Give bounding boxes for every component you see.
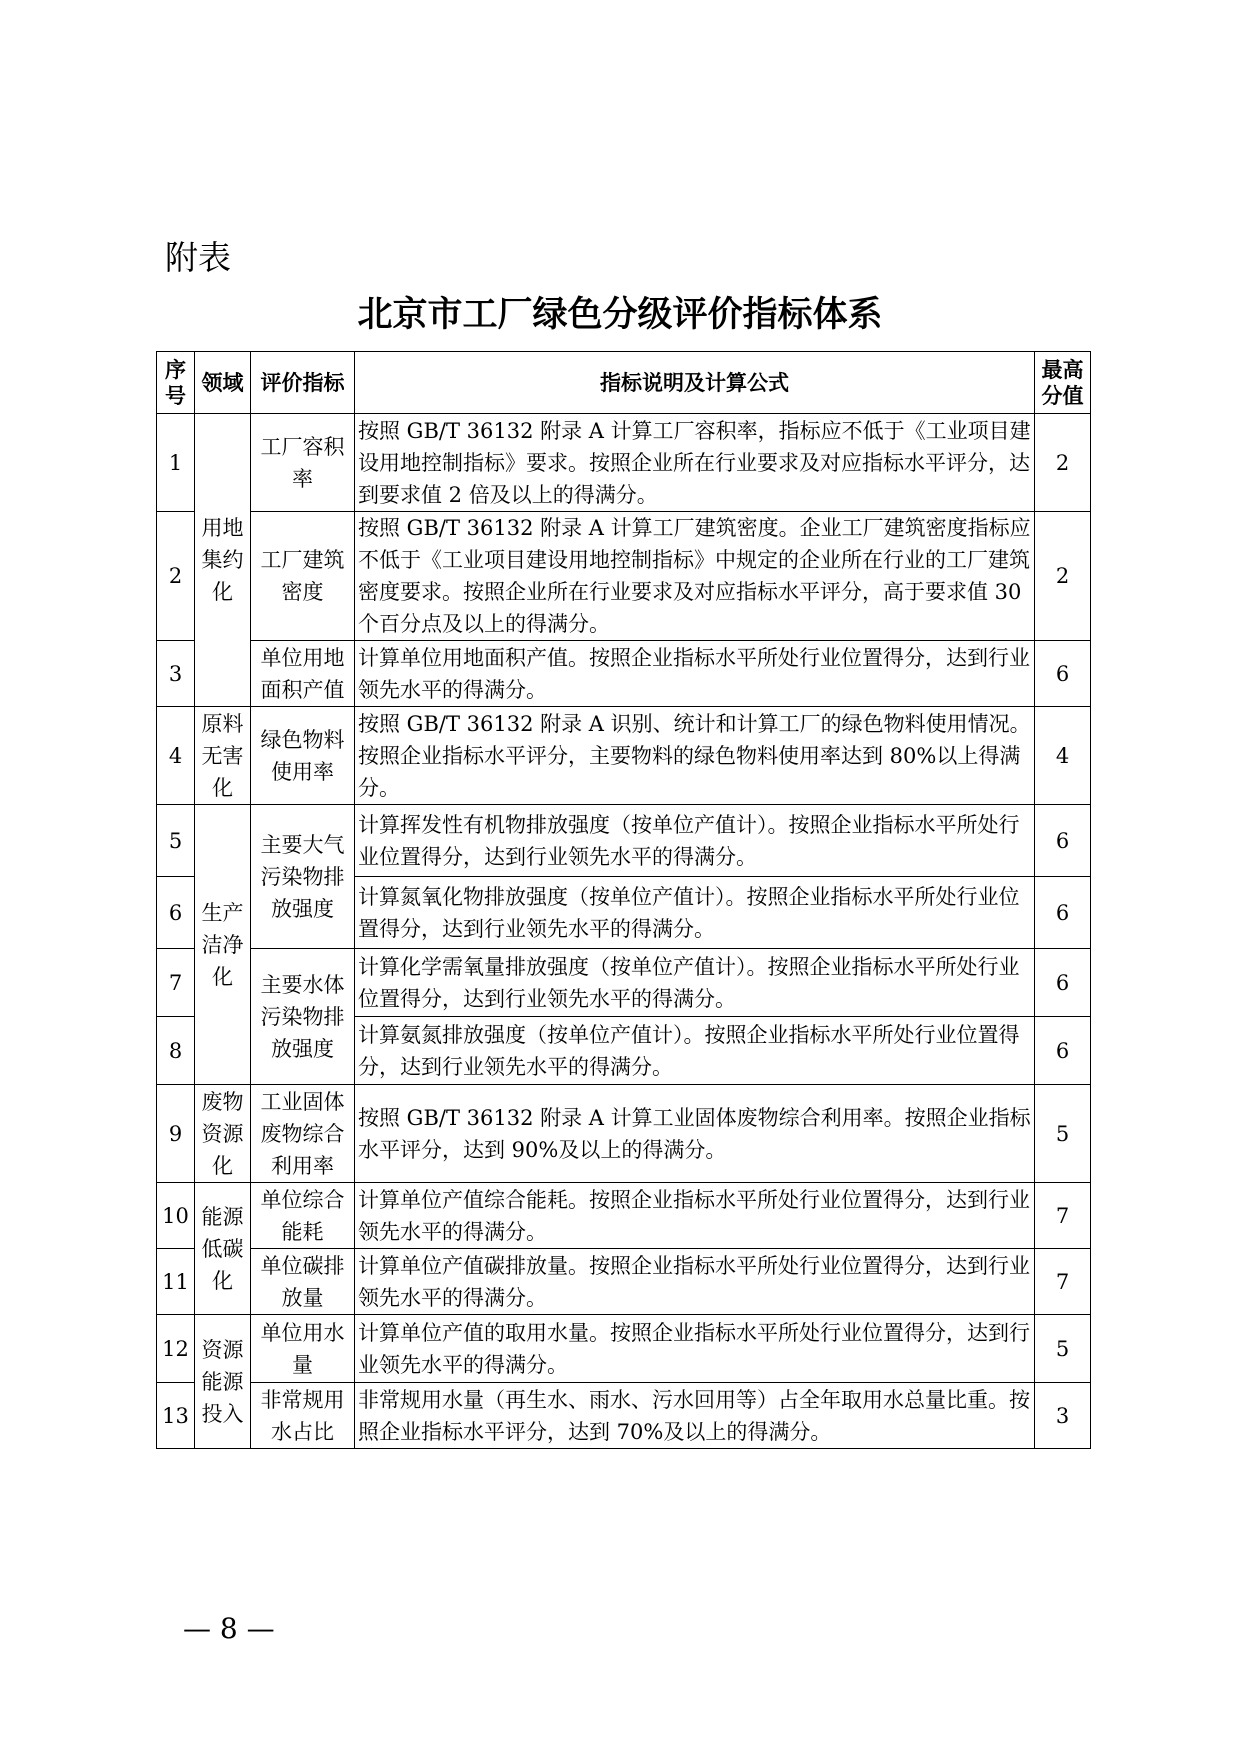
description-cell: 计算单位产值综合能耗。按照企业指标水平所处行业位置得分，达到行业领先水平的得满分。 <box>355 1183 1035 1249</box>
domain-cell: 生产洁净化 <box>195 805 251 1085</box>
row-seq: 4 <box>157 707 195 805</box>
description-cell: 计算单位产值碳排放量。按照企业指标水平所处行业位置得分，达到行业领先水平的得满分。 <box>355 1249 1035 1315</box>
indicator-cell: 工业固体废物综合利用率 <box>251 1085 355 1183</box>
row-seq: 12 <box>157 1315 195 1383</box>
col-header-domain: 领域 <box>195 352 251 414</box>
domain-cell: 原料无害化 <box>195 707 251 805</box>
row-seq: 7 <box>157 949 195 1017</box>
table-row <box>157 1183 1091 1249</box>
score-cell: 2 <box>1035 414 1091 512</box>
row-seq: 10 <box>157 1183 195 1249</box>
description-cell: 按照 GB/T 36132 附录 A 计算工业固体废物综合利用率。按照企业指标水平评分，达到 90%及以上的得满分。 <box>355 1085 1035 1183</box>
indicator-cell: 单位综合能耗 <box>251 1183 355 1249</box>
row-seq: 8 <box>157 1017 195 1085</box>
col-header-seq: 序号 <box>157 352 195 414</box>
row-seq: 3 <box>157 641 195 707</box>
score-cell: 5 <box>1035 1315 1091 1383</box>
row-seq: 13 <box>157 1383 195 1449</box>
indicator-table <box>156 351 1091 1449</box>
description-cell: 计算氨氮排放强度（按单位产值计）。按照企业指标水平所处行业位置得分，达到行业领先水平的得满分。 <box>355 1017 1035 1085</box>
table-row <box>157 414 1091 512</box>
row-seq: 6 <box>157 877 195 949</box>
table-row <box>157 805 1091 877</box>
table-row <box>157 949 1091 1017</box>
indicator-cell: 单位碳排放量 <box>251 1249 355 1315</box>
table-header-row <box>157 352 1091 414</box>
table-row <box>157 1315 1091 1383</box>
row-seq: 1 <box>157 414 195 512</box>
score-cell: 7 <box>1035 1183 1091 1249</box>
description-cell: 按照 GB/T 36132 附录 A 识别、统计和计算工厂的绿色物料使用情况。按照企业指标水平评分，主要物料的绿色物料使用率达到 80%以上得满分。 <box>355 707 1035 805</box>
indicator-cell: 非常规用水占比 <box>251 1383 355 1449</box>
indicator-cell: 单位用地面积产值 <box>251 641 355 707</box>
indicator-cell: 单位用水量 <box>251 1315 355 1383</box>
col-header-indicator: 评价指标 <box>251 352 355 414</box>
col-header-max-score: 最高分值 <box>1035 352 1091 414</box>
indicator-cell: 主要水体污染物排放强度 <box>251 949 355 1085</box>
domain-cell: 资源能源投入 <box>195 1315 251 1449</box>
row-seq: 2 <box>157 512 195 641</box>
table-row <box>157 707 1091 805</box>
indicator-cell: 主要大气污染物排放强度 <box>251 805 355 949</box>
description-cell: 按照 GB/T 36132 附录 A 计算工厂容积率，指标应不低于《工业项目建设用地控制指标》要求。按照企业所在行业要求及对应指标水平评分，达到要求值 2 倍及以上的得满分。 <box>355 414 1035 512</box>
appendix-label: 附表 <box>165 238 231 277</box>
description-cell: 非常规用水量（再生水、雨水、污水回用等）占全年取用水总量比重。按照企业指标水平评分，达到 70%及以上的得满分。 <box>355 1383 1035 1449</box>
description-cell: 计算挥发性有机物排放强度（按单位产值计）。按照企业指标水平所处行业位置得分，达到行业领先水平的得满分。 <box>355 805 1035 877</box>
score-cell: 6 <box>1035 641 1091 707</box>
score-cell: 4 <box>1035 707 1091 805</box>
indicator-cell: 工厂容积率 <box>251 414 355 512</box>
domain-cell: 废物资源化 <box>195 1085 251 1183</box>
score-cell: 6 <box>1035 805 1091 877</box>
row-seq: 11 <box>157 1249 195 1315</box>
indicator-cell: 工厂建筑密度 <box>251 512 355 641</box>
row-seq: 5 <box>157 805 195 877</box>
description-cell: 计算氮氧化物排放强度（按单位产值计）。按照企业指标水平所处行业位置得分，达到行业领先水平的得满分。 <box>355 877 1035 949</box>
page-number: — 8 — <box>183 1612 275 1645</box>
score-cell: 5 <box>1035 1085 1091 1183</box>
score-cell: 3 <box>1035 1383 1091 1449</box>
table-row <box>157 1085 1091 1183</box>
page-title: 北京市工厂绿色分级评价指标体系 <box>357 295 883 335</box>
score-cell: 6 <box>1035 949 1091 1017</box>
row-seq: 9 <box>157 1085 195 1183</box>
domain-cell: 用地集约化 <box>195 414 251 707</box>
table-row <box>157 512 1091 641</box>
indicator-cell: 绿色物料使用率 <box>251 707 355 805</box>
description-cell: 按照 GB/T 36132 附录 A 计算工厂建筑密度。企业工厂建筑密度指标应不低于《工业项目建设用地控制指标》中规定的企业所在行业的工厂建筑密度要求。按照企业所在行业要求及对应指标水平评分，高于要求值 30 个百分点及以上的得满分。 <box>355 512 1035 641</box>
description-cell: 计算单位产值的取用水量。按照企业指标水平所处行业位置得分，达到行业领先水平的得满分。 <box>355 1315 1035 1383</box>
score-cell: 2 <box>1035 512 1091 641</box>
domain-cell: 能源低碳化 <box>195 1183 251 1315</box>
table-row <box>157 641 1091 707</box>
description-cell: 计算单位用地面积产值。按照企业指标水平所处行业位置得分，达到行业领先水平的得满分。 <box>355 641 1035 707</box>
table-row <box>157 1383 1091 1449</box>
table-row <box>157 1249 1091 1315</box>
score-cell: 7 <box>1035 1249 1091 1315</box>
col-header-description: 指标说明及计算公式 <box>355 352 1035 414</box>
score-cell: 6 <box>1035 877 1091 949</box>
score-cell: 6 <box>1035 1017 1091 1085</box>
description-cell: 计算化学需氧量排放强度（按单位产值计）。按照企业指标水平所处行业位置得分，达到行业领先水平的得满分。 <box>355 949 1035 1017</box>
